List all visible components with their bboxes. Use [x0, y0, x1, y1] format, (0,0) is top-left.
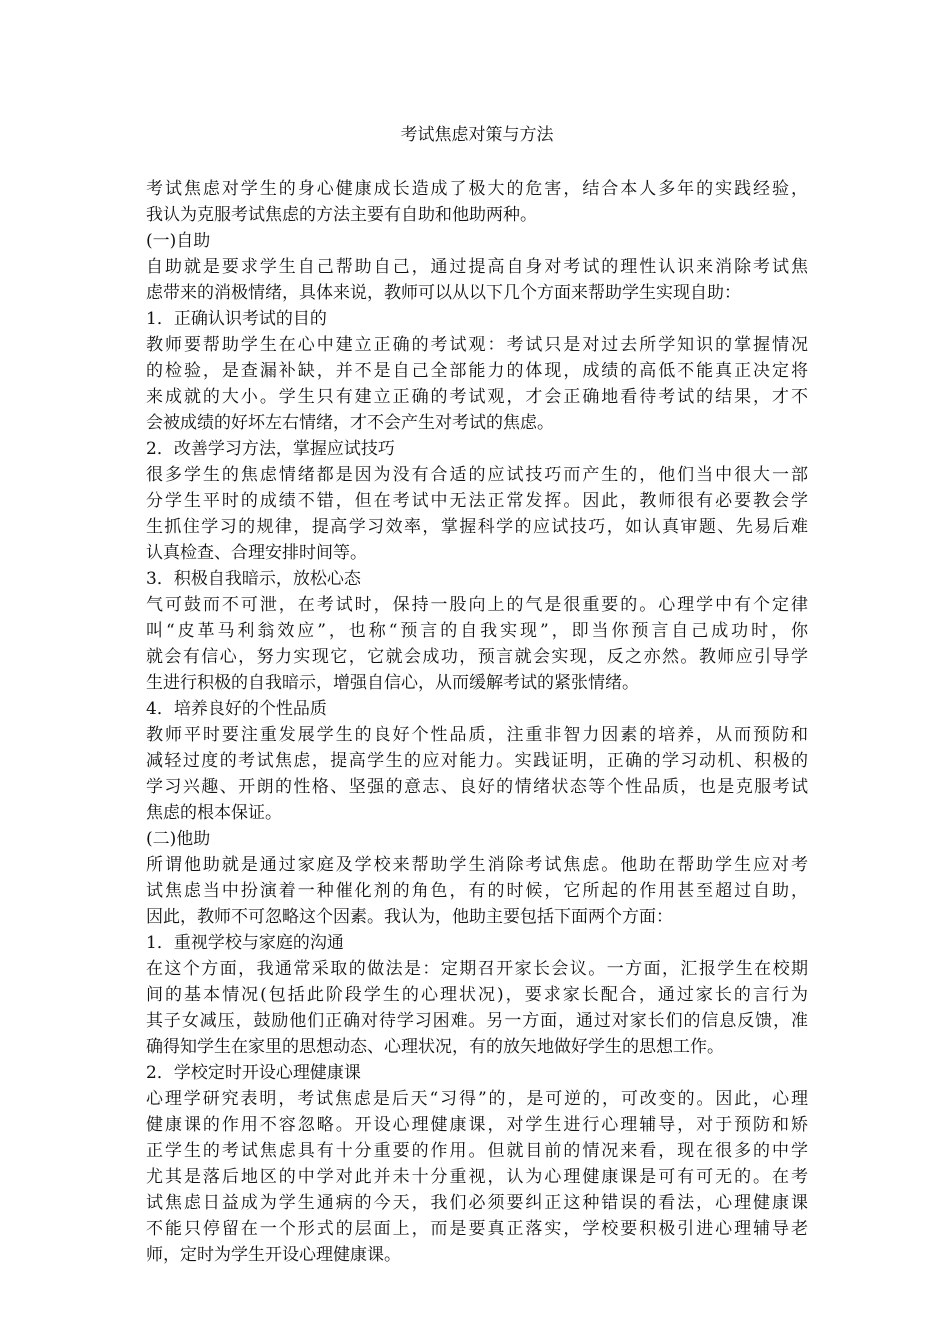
- paragraph-line: 健康课的作用不容忽略。开设心理健康课，对学生进行心理辅导，对于预防和矫: [146, 1115, 808, 1135]
- paragraph-line: 减轻过度的考试焦虑，提高学生的应对能力。实践证明，正确的学习动机、积极的: [146, 751, 808, 771]
- paragraph: [146, 592, 808, 696]
- paragraph-line: 因此，教师不可忽略这个因素。我认为，他助主要包括下面两个方面：: [146, 907, 673, 927]
- section-heading: 4．培养良好的个性品质: [146, 699, 327, 719]
- section-heading: 2．学校定时开设心理健康课: [146, 1063, 361, 1083]
- paragraph-line: 焦虑的根本保证。: [146, 803, 282, 823]
- paragraph-line: 生抓住学习的规律，提高学习效率，掌握科学的应试技巧，如认真审题、先易后难: [146, 517, 808, 537]
- document-title: 考试焦虑对策与方法: [400, 125, 554, 145]
- paragraph-line: 所谓他助就是通过家庭及学校来帮助学生消除考试焦虑。他助在帮助学生应对考: [146, 855, 808, 875]
- paragraph-line: 来成就的大小。学生只有建立正确的考试观，才会正确地看待考试的结果，才不: [146, 387, 808, 407]
- paragraph-line: 生进行积极的自我暗示，增强自信心，从而缓解考试的紧张情绪。: [146, 673, 639, 693]
- paragraph-line: 分学生平时的成绩不错，但在考试中无法正常发挥。因此，教师很有必要教会学: [146, 491, 808, 511]
- paragraph: [146, 722, 808, 826]
- paragraph: [146, 1086, 808, 1268]
- paragraph-line: 自助就是要求学生自己帮助自己，通过提高自身对考试的理性认识来消除考试焦: [146, 257, 808, 277]
- paragraph: [146, 956, 808, 1060]
- paragraph: [146, 254, 808, 306]
- section-heading: 1．重视学校与家庭的沟通: [146, 933, 344, 953]
- section-heading: (二)他助: [146, 829, 211, 849]
- paragraph-line: 确得知学生在家里的思想动态、心理状况，有的放矢地做好学生的思想工作。: [146, 1037, 724, 1057]
- paragraph-line: 虑带来的消极情绪，具体来说，教师可以从以下几个方面来帮助学生实现自助：: [146, 283, 741, 303]
- paragraph-line: 师，定时为学生开设心理健康课。: [146, 1245, 401, 1265]
- paragraph-line: 我认为克服考试焦虑的方法主要有自助和他助两种。: [146, 205, 537, 225]
- paragraph-line: 心理学研究表明，考试焦虑是后天“习得”的，是可逆的，可改变的。因此，心理: [146, 1089, 808, 1109]
- paragraph: [146, 332, 808, 436]
- paragraph-line: 认真检查、合理安排时间等。: [146, 543, 367, 563]
- paragraph-line: 的检验，是查漏补缺，并不是自己全部能力的体现，成绩的高低不能真正决定将: [146, 361, 808, 381]
- paragraph-line: 试焦虑日益成为学生通病的今天，我们必须要纠正这种错误的看法，心理健康课: [146, 1193, 808, 1213]
- paragraph-line: 间的基本情况(包括此阶段学生的心理状况)，要求家长配合，通过家长的言行为: [146, 985, 808, 1005]
- section-heading: 3．积极自我暗示，放松心态: [146, 569, 361, 589]
- document-page: [146, 122, 808, 1268]
- paragraph-line: 试焦虑当中扮演着一种催化剂的角色，有的时候，它所起的作用甚至超过自助，: [146, 881, 808, 901]
- paragraph-line: 不能只停留在一个形式的层面上，而是要真正落实，学校要积极引进心理辅导老: [146, 1219, 808, 1239]
- paragraph: [146, 852, 808, 930]
- paragraph-line: 其子女减压，鼓励他们正确对待学习困难。另一方面，通过对家长们的信息反馈，准: [146, 1011, 808, 1031]
- paragraph-line: 教师要帮助学生在心中建立正确的考试观：考试只是对过去所学知识的掌握情况: [146, 335, 808, 355]
- section-heading: (一)自助: [146, 231, 211, 251]
- paragraph-line: 考试焦虑对学生的身心健康成长造成了极大的危害，结合本人多年的实践经验，: [146, 179, 808, 199]
- paragraph-line: 会被成绩的好坏左右情绪，才不会产生对考试的焦虑。: [146, 413, 554, 433]
- paragraph-line: 叫“皮革马利翁效应”，也称“预言的自我实现”，即当你预言自己成功时，你: [146, 621, 808, 641]
- paragraph: [146, 462, 808, 566]
- paragraph-line: 就会有信心，努力实现它，它就会成功，预言就会实现，反之亦然。教师应引导学: [146, 647, 808, 667]
- paragraph-line: 尤其是落后地区的中学对此并未十分重视，认为心理健康课是可有可无的。在考: [146, 1167, 808, 1187]
- paragraph: [146, 176, 808, 228]
- paragraph-line: 气可鼓而不可泄，在考试时，保持一股向上的气是很重要的。心理学中有个定律: [146, 595, 808, 615]
- paragraph-line: 教师平时要注重发展学生的良好个性品质，注重非智力因素的培养，从而预防和: [146, 725, 808, 745]
- paragraph-line: 学习兴趣、开朗的性格、坚强的意志、良好的情绪状态等个性品质，也是克服考试: [146, 777, 808, 797]
- paragraph-line: 很多学生的焦虑情绪都是因为没有合适的应试技巧而产生的，他们当中很大一部: [146, 465, 808, 485]
- paragraph-line: 正学生的考试焦虑具有十分重要的作用。但就目前的情况来看，现在很多的中学: [146, 1141, 808, 1161]
- section-heading: 2．改善学习方法，掌握应试技巧: [146, 439, 395, 459]
- paragraph-line: 在这个方面，我通常采取的做法是：定期召开家长会议。一方面，汇报学生在校期: [146, 959, 808, 979]
- section-heading: 1．正确认识考试的目的: [146, 309, 327, 329]
- document-body: [146, 176, 808, 1268]
